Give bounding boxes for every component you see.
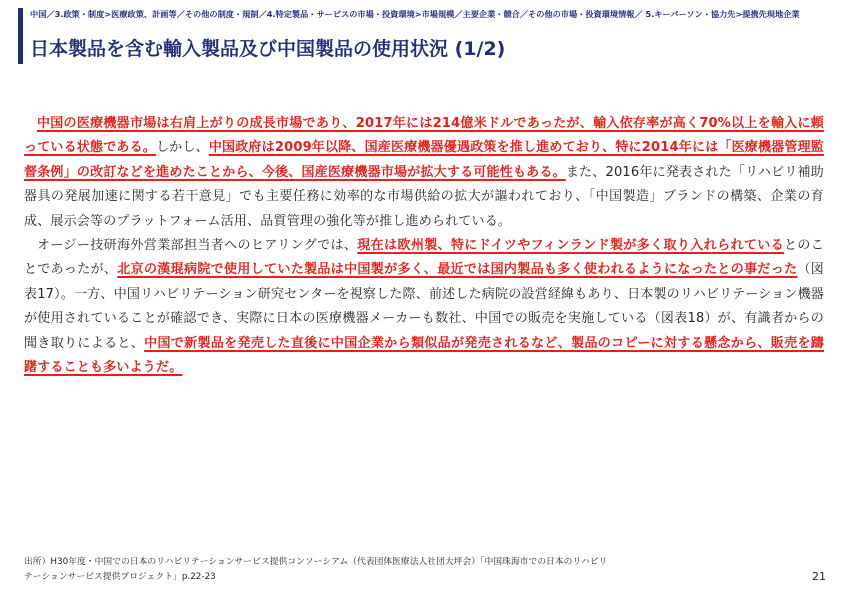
- page-title: 日本製品を含む輸入製品及び中国製品の使用状況 (1/2): [30, 38, 506, 60]
- body-text-run: また、2016年に発表された「リハビリ補助器具の発展加速に関する若干意見」でも主要任務に効率的な市場供給の拡大が謳われており、「中国製造」ブランドの構築、企業の育成、展示会等のプラットフォーム活用、品質管理の強化等が推し進められている。: [24, 164, 824, 229]
- highlight-chinese-products: 北京の漢琨病院で使用していた製品は中国製が多く、最近では国内製品も多く使われるようになったとの事だった: [117, 262, 798, 278]
- body-text-run: オージー技研海外営業部担当者へのヒアリングでは、: [37, 238, 358, 254]
- source-line: テーションサービス提供プロジェクト」p.22-23: [24, 572, 216, 582]
- header-accent-bar: [18, 8, 23, 64]
- paragraph-1: [24, 112, 824, 234]
- paragraph-2: [24, 234, 824, 380]
- highlight-copy-concern: 中国で新製品を発売した直後に中国企業から類似品が発売されるなど、製品のコピーに対する懸念から、販売を躊躇することも多いようだ。: [24, 335, 824, 376]
- body-text-run: とのことであったが、: [24, 238, 824, 278]
- highlight-market-growth: 中国の医療機器市場は右肩上がりの成長市場であり、2017年には214億米ドルであったが、輸入依存率が高く70%以上を輸入に頼っている状態である。: [24, 116, 824, 156]
- highlight-domestic-policy: 中国政府は2009年以降、国産医療機器優遇政策を推し進めており、特に2014年には「医療機器管理監督条例」の改訂などを進めたことから、今後、国産医療機器市場が拡大する可能性もある。: [24, 140, 824, 180]
- page-number: 21: [812, 570, 826, 583]
- highlight-european-products: 現在は欧州製、特にドイツやフィンランド製が多く取り入れられている: [357, 238, 785, 254]
- breadcrumb: 中国／3.政策・制度>医療政策、計画等／その他の制度・規制／4.特定製品・サービスの市場・投資環境>市場規模／主要企業・競合／その他の市場・投資環境情報／ 5.キーパーソン・協力先>提携先現地企業: [30, 9, 800, 19]
- source-line: 出所）H30年度・中国での日本のリハビリテーションサービス提供コンソーシアム（代表団体医療法人社団大坪会）「中国珠海市での日本のリハビリ: [24, 557, 608, 567]
- body-text-run: （図表17）。一方、中国リハビリテーション研究センターを視察した際、前述した病院の設営経緯もあり、日本製のリハビリテーション機器が使用されていることが確認でき、実際に日本の医療機器メーカーも数社、中国での販売を実施している（図表18）が、有識者からの聞き取りによると、: [24, 262, 824, 351]
- source-note: [24, 555, 784, 585]
- body-text: [24, 112, 824, 380]
- body-text-run: しかし、: [156, 140, 209, 156]
